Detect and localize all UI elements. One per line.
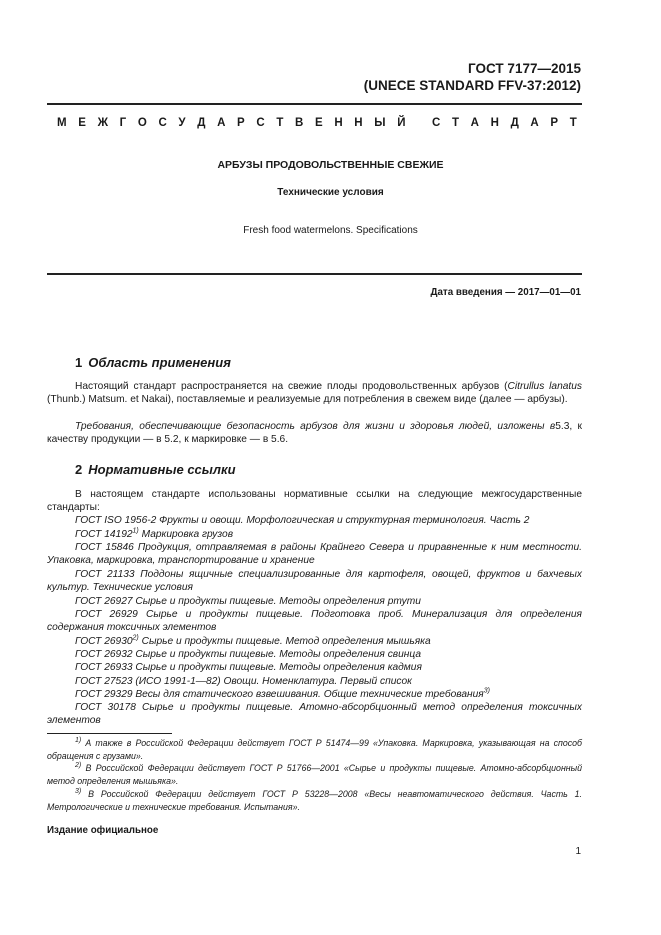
reference-title: Продукция, отправляемая в районы Крайнего Севера и приравненные к ним местности. Упаковка, маркировка, транспортирование и хранение bbox=[47, 542, 583, 567]
reference-title: Весы для статического взвешивания. Общие технические требования bbox=[132, 689, 484, 700]
interstate-letter: Д bbox=[197, 117, 206, 129]
reference-code: ГОСТ 21133 bbox=[75, 569, 135, 580]
reference-code: ГОСТ ISO 1956-2 bbox=[75, 515, 157, 526]
reference-title: Поддоны ящичные специализированные для картофеля, овощей, фруктов и бахчевых культур. Технические условия bbox=[47, 569, 582, 594]
interstate-letter: В bbox=[295, 117, 304, 129]
interstate-letter: С bbox=[256, 117, 265, 129]
interstate-letter: А bbox=[217, 117, 226, 129]
footnote-mark: 2) bbox=[75, 762, 82, 770]
interstate-letter: Р bbox=[550, 117, 559, 129]
reference-code: ГОСТ 29329 bbox=[75, 689, 133, 700]
official-edition-label: Издание официальное bbox=[47, 825, 159, 836]
footnote-mark: 1) bbox=[132, 527, 139, 535]
standard-designation bbox=[364, 60, 581, 94]
reference-item bbox=[47, 688, 582, 701]
interstate-letter: Т bbox=[451, 117, 459, 129]
section-2-number: 2 bbox=[75, 462, 83, 477]
interstate-standard-label bbox=[57, 117, 577, 129]
footnote-text: В Российской Федерации действует ГОСТ Р 51766—2001 «Сырье и продукты пищевые. Атомно-абсорбционный метод определения мышьяка». bbox=[47, 763, 582, 786]
reference-title: Маркировка грузов bbox=[138, 529, 234, 540]
unece-reference: (UNECE STANDARD FFV-37:2012) bbox=[363, 78, 581, 93]
reference-item bbox=[47, 541, 582, 567]
interstate-letter bbox=[417, 117, 420, 129]
reference-code: ГОСТ 26932 bbox=[75, 649, 133, 660]
reference-item bbox=[47, 528, 582, 541]
footnote-text: В Российской Федерации действует ГОСТ Р 53228—2008 «Весы неавтоматического действия. Часть 1. Метрологические и технические требования. Испытания». bbox=[47, 789, 582, 812]
reference-item bbox=[47, 514, 582, 527]
interstate-letter: Ы bbox=[374, 117, 386, 129]
english-title: Fresh food watermelons. Specifications bbox=[243, 225, 418, 236]
reference-title: Сырье и продукты пищевые. Методы определения ртути bbox=[132, 596, 421, 607]
reference-item bbox=[47, 701, 582, 727]
footnote-text: А также в Российской Федерации действует ГОСТ Р 51474—99 «Упаковка. Маркировка, указывающая на способ обращения с грузами». bbox=[47, 738, 582, 761]
reference-title: Сырье и продукты пищевые. Атомно-абсорбционный метод определения токсичных элементов bbox=[47, 702, 582, 727]
section-1-number: 1 bbox=[75, 355, 83, 370]
footnote bbox=[47, 737, 582, 762]
reference-code: ГОСТ 14192 bbox=[75, 529, 133, 540]
reference-title: Овощи. Номенклатура. Первый список bbox=[220, 676, 412, 687]
section-1-title: Область применения bbox=[88, 355, 231, 370]
species-name: Citrullus lanatus bbox=[507, 381, 583, 392]
reference-item bbox=[47, 608, 582, 634]
reference-code: ГОСТ 26927 bbox=[75, 596, 133, 607]
interstate-letter: С bbox=[431, 117, 441, 129]
footnote-mark: 2) bbox=[132, 634, 139, 642]
reference-item bbox=[47, 595, 582, 608]
footnote-mark: 3) bbox=[75, 788, 82, 796]
reference-title: Фрукты и овощи. Морфологическая и структурная терминология. Часть 2 bbox=[156, 515, 530, 526]
footnote-rule bbox=[47, 733, 172, 734]
interstate-letter: Т bbox=[276, 117, 284, 129]
section-2-title: Нормативные ссылки bbox=[88, 462, 236, 477]
reference-code: ГОСТ 15846 bbox=[75, 542, 134, 553]
interstate-letter: Т bbox=[569, 117, 577, 129]
interstate-letter: Й bbox=[397, 117, 406, 129]
gost-number: ГОСТ 7177—2015 bbox=[468, 61, 581, 76]
requirements-paragraph: Требования, обеспечивающие безопасность арбузов для жизни и здоровья людей, изложены в5.3, к качеству продукции — в 5.2, к маркировке — в 5.6. bbox=[47, 421, 583, 446]
footnote-mark: 3) bbox=[483, 687, 490, 695]
section-1-heading bbox=[75, 355, 231, 370]
interstate-letter: Г bbox=[119, 117, 127, 129]
reference-code: ГОСТ 26933 bbox=[75, 662, 133, 673]
interstate-letter: А bbox=[530, 117, 539, 129]
reference-item bbox=[47, 661, 582, 674]
interstate-letter: Е bbox=[315, 117, 323, 129]
top-rule bbox=[47, 103, 582, 105]
footnote bbox=[47, 762, 582, 787]
reference-code: ГОСТ 26930 bbox=[75, 636, 133, 647]
interstate-letter: О bbox=[137, 117, 147, 129]
reference-item bbox=[47, 648, 582, 661]
reference-item bbox=[47, 635, 582, 648]
reference-title: Сырье и продукты пищевые. Подготовка проб. Минерализация для определения содержания токсичных элементов bbox=[47, 609, 582, 634]
references-intro: В настоящем стандарте использованы нормативные ссылки на следующие межгосударственные стандарты: bbox=[47, 489, 582, 514]
interstate-letter: Н bbox=[490, 117, 499, 129]
interstate-letter: Д bbox=[510, 117, 519, 129]
footnote-mark: 1) bbox=[75, 737, 82, 745]
reference-title: Сырье и продукты пищевые. Метод определения мышьяка bbox=[138, 636, 431, 647]
page-number: 1 bbox=[575, 846, 581, 857]
reference-title: Сырье и продукты пищевые. Методы определения свинца bbox=[132, 649, 421, 660]
interstate-letter: Ж bbox=[97, 117, 108, 129]
interstate-letter: У bbox=[178, 117, 186, 129]
interstate-letter: Р bbox=[237, 117, 245, 129]
section-2-heading bbox=[75, 462, 236, 477]
interstate-letter: М bbox=[57, 117, 67, 129]
interstate-letter: Н bbox=[354, 117, 363, 129]
interstate-letter: С bbox=[158, 117, 167, 129]
interstate-letter: Е bbox=[78, 117, 86, 129]
reference-item bbox=[47, 568, 582, 594]
scope-paragraph: Настоящий стандарт распространяется на свежие плоды продовольственных арбузов (Citrullus lanatus (Thunb.) Matsum. et Nakai), поставляемые и реализуемые для потребления в свежем виде (далее — арбузы). bbox=[47, 381, 583, 406]
reference-item bbox=[47, 675, 582, 688]
introduction-date: Дата введения — 2017—01—01 bbox=[430, 287, 581, 298]
title-rule bbox=[47, 273, 582, 275]
reference-title: Сырье и продукты пищевые. Методы определения кадмия bbox=[132, 662, 422, 673]
document-subtitle: Технические условия bbox=[277, 187, 384, 198]
interstate-letter: А bbox=[470, 117, 479, 129]
footnote bbox=[47, 788, 582, 813]
reference-code: ГОСТ 26929 bbox=[75, 609, 138, 620]
reference-code: ГОСТ 30178 bbox=[75, 702, 136, 713]
document-title: АРБУЗЫ ПРОДОВОЛЬСТВЕННЫЕ СВЕЖИЕ bbox=[217, 159, 444, 171]
interstate-letter: Н bbox=[334, 117, 343, 129]
reference-code: ГОСТ 27523 (ИСО 1991-1—82) bbox=[75, 676, 221, 687]
